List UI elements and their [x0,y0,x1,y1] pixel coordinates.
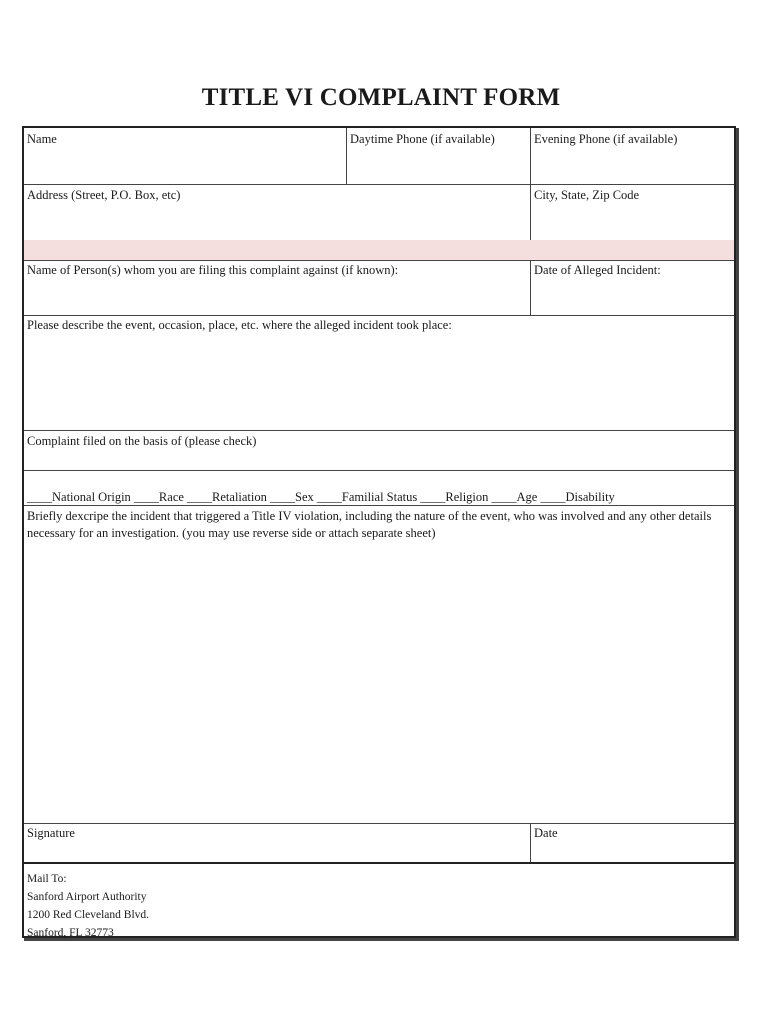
basis-options: ____National Origin ____Race ____Retaliation ____Sex ____Familial Status ____Religion ____Age ____Disability [27,490,615,504]
divider [530,184,531,240]
mailing-address [27,870,149,942]
person-filed-against-label: Name of Person(s) whom you are filing this complaint against (if known): [27,263,399,277]
incident-date-label: Date of Alleged Incident: [534,263,661,277]
city-state-zip-label: City, State, Zip Code [534,188,640,202]
divider [24,862,734,864]
date-label: Date [534,826,558,840]
mail-heading: Mail To: [27,873,67,885]
divider [530,128,531,184]
divider [24,430,734,431]
divider [530,823,531,863]
divider [24,184,734,185]
basis-prompt-label: Complaint filed on the basis of (please check) [27,434,257,448]
divider [530,260,531,315]
address-label: Address (Street, P.O. Box, etc) [27,188,181,202]
shaded-separator [24,240,734,260]
form-shadow-right [736,128,739,940]
divider [24,470,734,471]
incident-details-label: Briefly dexcripe the incident that triggered a Title IV violation, including the nature of the event, who was involved and any other details necessary for an investigation. (you may use reverse side or attach separate sheet) [27,509,712,540]
complaint-form [22,126,736,938]
divider [24,823,734,824]
divider [24,315,734,316]
name-label: Name [27,132,57,146]
mail-city: Sanford, FL 32773 [27,927,114,939]
daytime-phone-label: Daytime Phone (if available) [350,132,495,146]
mail-org: Sanford Airport Authority [27,891,147,903]
mail-street: 1200 Red Cleveland Blvd. [27,909,150,921]
signature-label: Signature [27,826,75,840]
divider [346,128,347,184]
event-description-label: Please describe the event, occasion, place, etc. where the alleged incident took place: [27,318,452,332]
evening-phone-label: Evening Phone (if available) [534,132,678,146]
divider [24,505,734,506]
divider [24,260,734,261]
form-title: TITLE VI COMPLAINT FORM [201,84,561,111]
